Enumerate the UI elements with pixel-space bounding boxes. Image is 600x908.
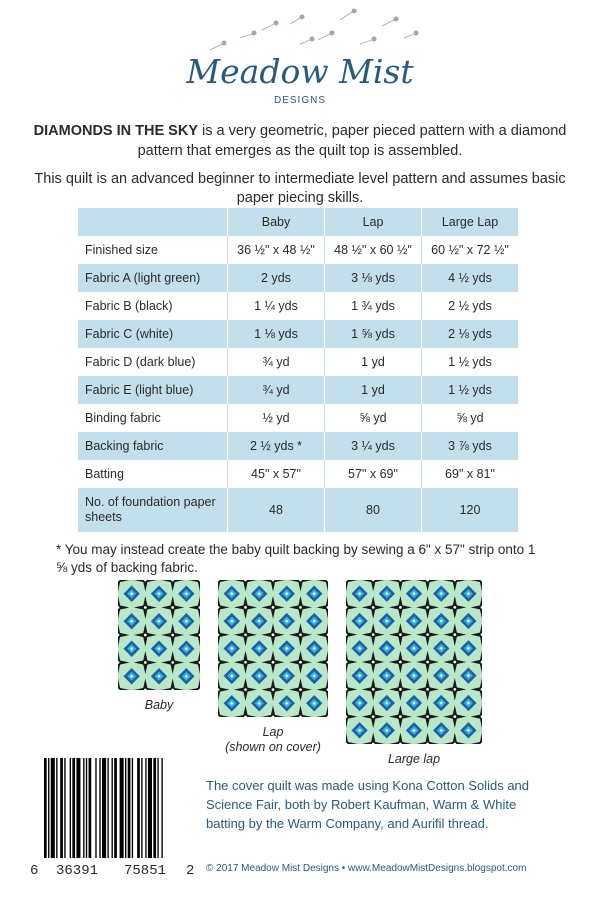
row-label: Batting [85, 467, 124, 481]
baby-value: 2 yds [228, 264, 325, 292]
barcode-digits-right: 75851 [124, 863, 167, 879]
lap-value: 3 ¼ yds [325, 432, 422, 460]
large-lap-quilt-preview [346, 580, 482, 744]
baby-value: ¾ yd [228, 376, 325, 404]
pattern-title: DIAMONDS IN THE SKY [33, 123, 198, 139]
table-header-row [78, 208, 518, 236]
header-cell: Baby [228, 208, 325, 236]
table-row [78, 264, 518, 292]
baby-value: 2 ½ yds * [228, 432, 325, 460]
row-label: Fabric A (light green) [85, 271, 201, 285]
table-row [78, 376, 518, 404]
dandelion-seeds-icon [0, 0, 600, 60]
lap-value: 48 ½" x 60 ½" [325, 236, 422, 264]
large-lap-value: 120 [422, 488, 519, 532]
barcode [40, 758, 200, 858]
logo-title: Meadow Mist [186, 52, 414, 91]
large-lap-value: 60 ½" x 72 ½" [422, 236, 519, 264]
row-label: Fabric D (dark blue) [85, 355, 196, 369]
lap-quilt-label: Lap [262, 725, 284, 739]
backing-footnote: * You may instead create the baby quilt backing by sewing a 6" x 57" strip onto 1 ⅝ yds of backing fabric. [56, 542, 536, 575]
large-lap-quilt-label: Large lap [387, 752, 441, 766]
barcode-digits-left: 36391 [56, 863, 99, 879]
table-row [78, 236, 518, 264]
barcode-digit-first: 6 [30, 863, 39, 879]
table-row [78, 348, 518, 376]
lap-value: 3 ⅛ yds [325, 264, 422, 292]
large-lap-value: 69" x 81" [422, 460, 519, 488]
table-row [78, 432, 518, 460]
intro-paragraph [20, 121, 580, 161]
fabric-requirements-table [78, 208, 518, 532]
lap-quilt-note: (shown on cover) [225, 740, 321, 754]
baby-quilt-preview [118, 580, 200, 690]
table-row [78, 460, 518, 488]
lap-value: 80 [325, 488, 422, 532]
header-cell: Large Lap [422, 208, 519, 236]
table-row [78, 404, 518, 432]
row-label: Backing fabric [85, 439, 164, 453]
baby-value: 1 ⅛ yds [228, 320, 325, 348]
lap-value: 1 yd [325, 348, 422, 376]
table-row [78, 488, 518, 532]
large-lap-value: 2 ½ yds [422, 292, 519, 320]
baby-value: ½ yd [228, 404, 325, 432]
baby-value: 48 [228, 488, 325, 532]
lap-value: ⅝ yd [325, 404, 422, 432]
lap-value: 1 yd [325, 376, 422, 404]
table-row [78, 320, 518, 348]
barcode-digit-last: 2 [186, 863, 195, 879]
large-lap-value: ⅝ yd [422, 404, 519, 432]
row-label: Fabric B (black) [85, 299, 173, 313]
lap-quilt-preview [218, 580, 328, 717]
large-lap-value: 3 ⅞ yds [422, 432, 519, 460]
baby-value: 1 ¼ yds [228, 292, 325, 320]
row-label: Binding fabric [85, 411, 161, 425]
row-label: Finished size [85, 243, 158, 257]
baby-quilt-label: Baby [144, 698, 174, 712]
intro-text: is a very geometric, paper pieced pattern with a diamond pattern that emerges as the quilt top is assembled. [137, 123, 567, 159]
header-cell: Lap [325, 208, 422, 236]
baby-value: 36 ½" x 48 ½" [228, 236, 325, 264]
large-lap-value: 4 ½ yds [422, 264, 519, 292]
table-row [78, 292, 518, 320]
large-lap-value: 2 ⅛ yds [422, 320, 519, 348]
logo [0, 0, 600, 110]
copyright-footer: © 2017 Meadow Mist Designs • www.MeadowMistDesigns.blogspot.com [206, 863, 527, 874]
skill-level-text: This quilt is an advanced beginner to intermediate level pattern and assumes basic paper piecing skills. [34, 171, 566, 206]
lap-value: 57" x 69" [325, 460, 422, 488]
materials-credit: The cover quilt was made using Kona Cotton Solids and Science Fair, both by Robert Kaufman, Warm & White batting by the Warm Company, and Aurifil thread. [206, 778, 530, 831]
large-lap-value: 1 ½ yds [422, 348, 519, 376]
large-lap-value: 1 ½ yds [422, 376, 519, 404]
row-label: No. of foundation paper sheets [85, 495, 216, 524]
logo-subtitle: DESIGNS [273, 95, 326, 106]
lap-value: 1 ¾ yds [325, 292, 422, 320]
row-label: Fabric E (light blue) [85, 383, 194, 397]
baby-value: ¾ yd [228, 348, 325, 376]
lap-value: 1 ⅝ yds [325, 320, 422, 348]
header-cell [78, 208, 228, 236]
baby-value: 45" x 57" [228, 460, 325, 488]
row-label: Fabric C (white) [85, 327, 174, 341]
